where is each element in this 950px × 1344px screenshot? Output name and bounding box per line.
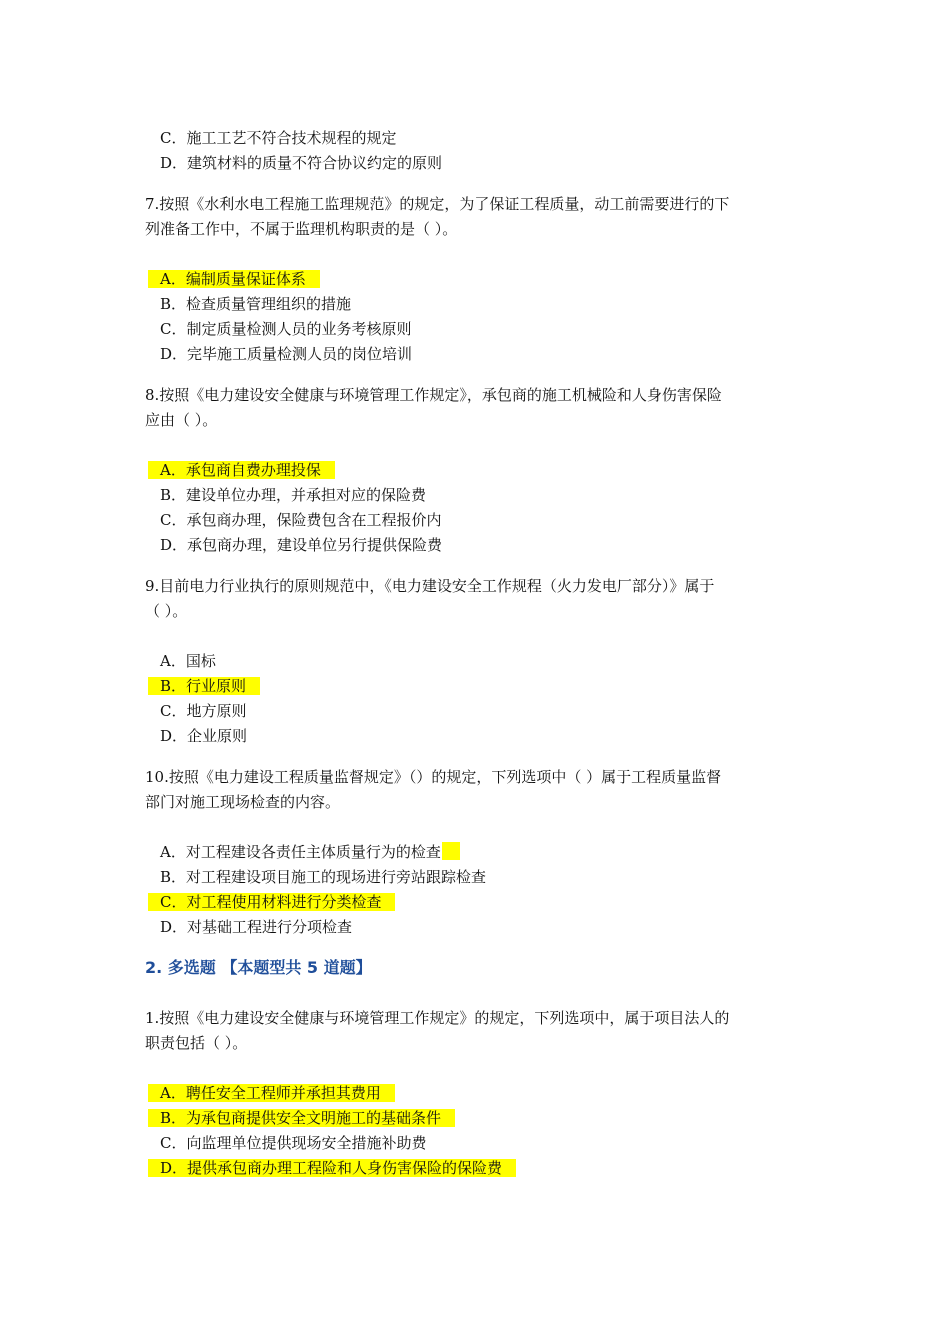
m1-option-a: [160, 1083, 395, 1103]
q8-text-line-2: 应由（ ）。: [145, 411, 218, 429]
highlighted-answer: A．聘任安全工程师并承担其费用: [148, 1084, 395, 1102]
q9-option-c: [160, 701, 246, 721]
q6-option-c: [160, 128, 396, 148]
highlighted-answer: D．提供承包商办理工程险和人身伤害保险的保险费: [148, 1159, 516, 1177]
q9-text-line-1: 9.目前电力行业执行的原则规范中，《电力建设安全工作规程（火力发电厂部分）》属于: [145, 577, 715, 595]
option-text: C．制定质量检测人员的业务考核原则: [160, 320, 412, 338]
q9-option-b: [160, 676, 260, 696]
q10-option-c: [160, 892, 395, 912]
q7-text-line-2: 列准备工作中，不属于监理机构职责的是（ ）。: [145, 220, 458, 238]
option-text: C．施工工艺不符合技术规程的规定: [160, 129, 397, 147]
q8-option-a: [160, 460, 335, 480]
highlighted-answer: B．为承包商提供安全文明施工的基础条件: [148, 1109, 455, 1127]
m1-option-c: [160, 1133, 426, 1153]
section-heading-multiple-choice: 2. 多选题 【本题型共 5 道题】: [145, 958, 372, 977]
highlighted-answer: B．行业原则: [148, 677, 260, 695]
option-text: B．对工程建设项目施工的现场进行旁站跟踪检查: [160, 868, 487, 886]
option-text: D．完毕施工质量检测人员的岗位培训: [160, 345, 413, 363]
q6-option-d: [160, 153, 442, 173]
q7-option-d: [160, 344, 412, 364]
q10-option-d: [160, 917, 352, 937]
q8-text-line-1: 8.按照《电力建设安全健康与环境管理工作规定》，承包商的施工机械险和人身伤害保险: [145, 386, 722, 404]
m1-option-b: [160, 1108, 455, 1128]
highlighted-answer: A．承包商自费办理投保: [148, 461, 335, 479]
m1-text-line-2: 职责包括（ ）。: [145, 1034, 248, 1052]
q9-option-d: [160, 726, 247, 746]
q7-option-b: [160, 294, 351, 314]
q8-option-d: [160, 535, 442, 555]
highlighted-answer: A．编制质量保证体系: [148, 270, 320, 288]
q10-text-line-1: 10.按照《电力建设工程质量监督规定》（）的规定，下列选项中（ ）属于工程质量监督: [145, 768, 722, 786]
option-text: D．企业原则: [160, 727, 248, 745]
q8-option-c: [160, 510, 441, 530]
q10-option-a: [160, 842, 460, 862]
q7-text-line-1: 7.按照《水利水电工程施工监理规范》的规定，为了保证工程质量，动工前需要进行的下: [145, 195, 730, 213]
option-text: C．向监理单位提供现场安全措施补助费: [160, 1134, 427, 1152]
q7-option-c: [160, 319, 411, 339]
option-text: A．国标: [160, 652, 216, 670]
highlighted-answer: C．对工程使用材料进行分类检查: [148, 893, 395, 911]
option-text: D．承包商办理，建设单位另行提供保险费: [160, 536, 443, 554]
option-text: A．对工程建设各责任主体质量行为的检查: [160, 843, 441, 861]
m1-option-d: [160, 1158, 516, 1178]
q7-option-a: [160, 269, 320, 289]
q9-option-a: [160, 651, 216, 671]
option-text: C．地方原则: [160, 702, 247, 720]
q10-option-b: [160, 867, 486, 887]
m1-text-line-1: 1.按照《电力建设安全健康与环境管理工作规定》的规定，下列选项中，属于项目法人的: [145, 1009, 730, 1027]
q10-text-line-2: 部门对施工现场检查的内容。: [145, 793, 341, 811]
option-text: B．检查质量管理组织的措施: [160, 295, 352, 313]
option-text: D．对基础工程进行分项检查: [160, 918, 353, 936]
option-text: B．建设单位办理，并承担对应的保险费: [160, 486, 427, 504]
option-text: C．承包商办理，保险费包含在工程报价内: [160, 511, 442, 529]
q9-text-line-2: （ ）。: [145, 602, 188, 620]
q8-option-b: [160, 485, 426, 505]
highlight-mark: [442, 842, 460, 860]
option-text: D．建筑材料的质量不符合协议约定的原则: [160, 154, 443, 172]
